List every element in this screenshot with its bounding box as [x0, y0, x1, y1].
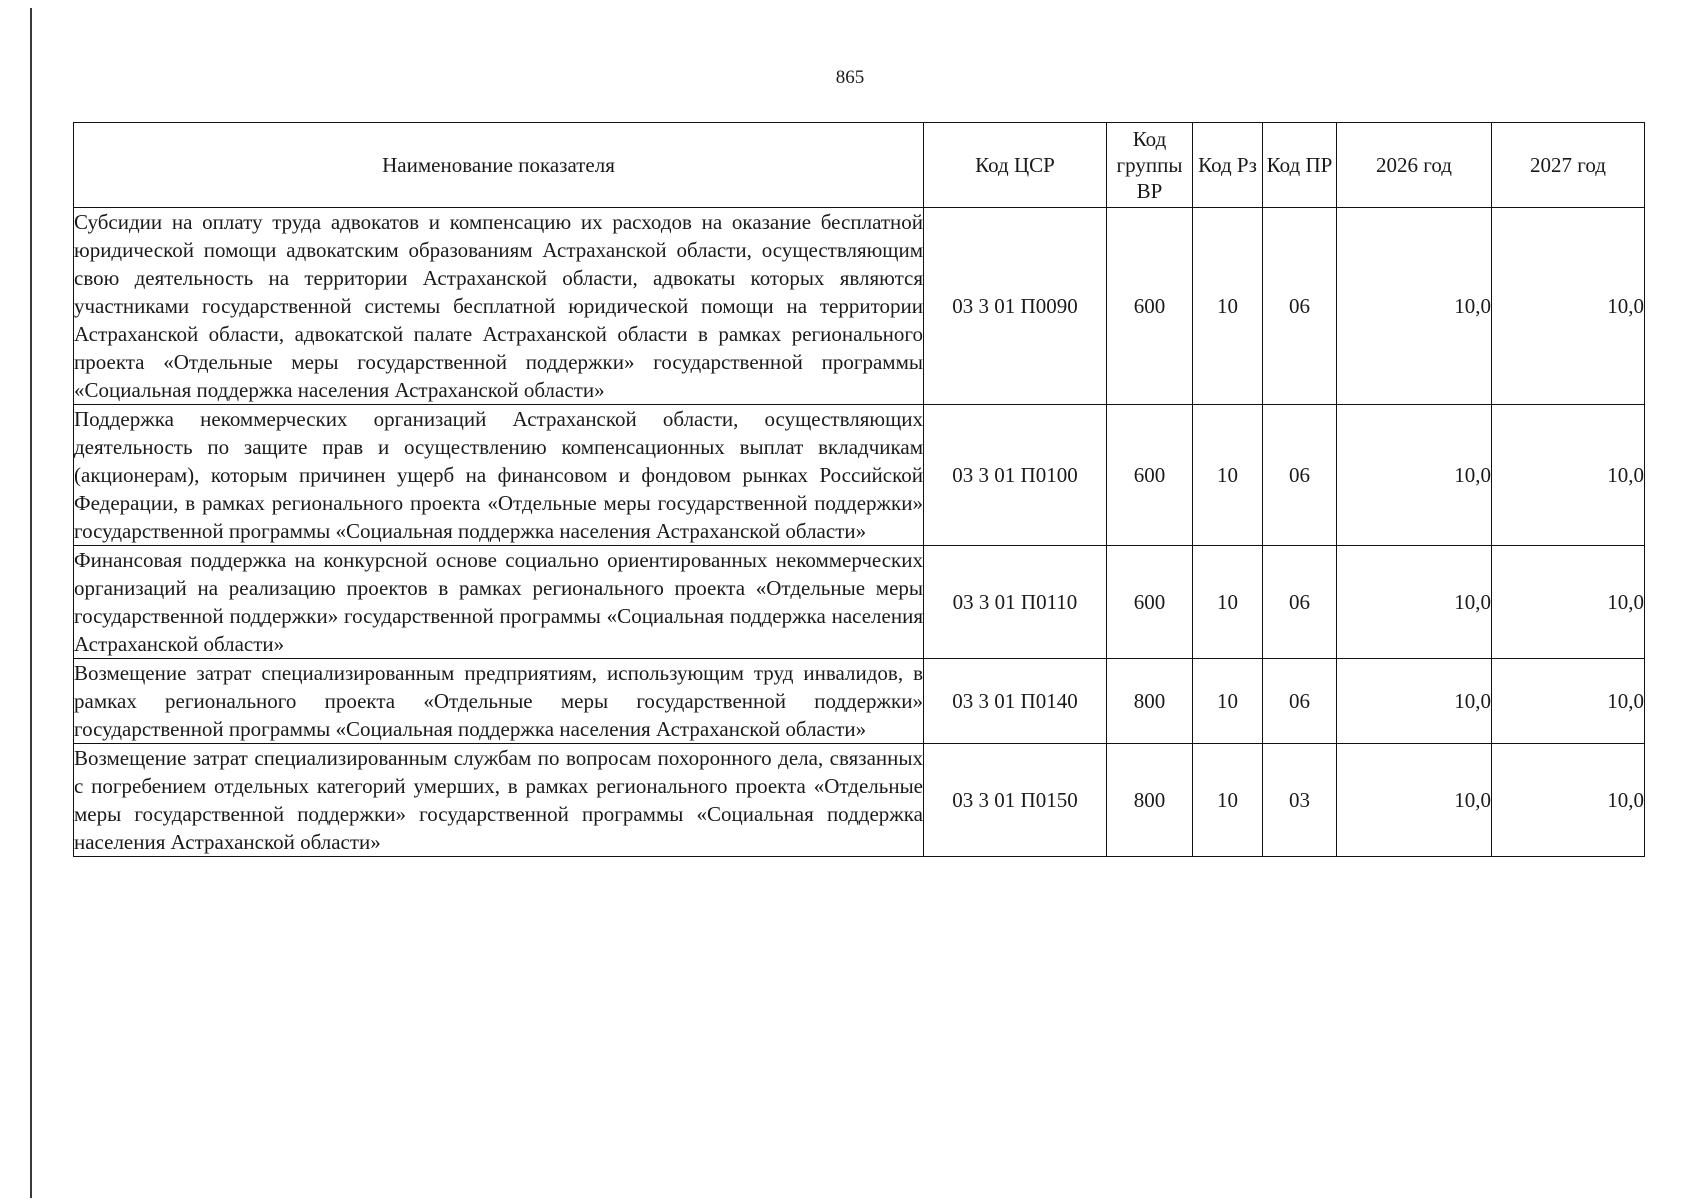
- row-2027: 10,0: [1492, 744, 1645, 857]
- row-name: Субсидии на оплату труда адвокатов и компенсацию их расходов на оказание бесплатной юридической помощи адвокатским образованиям Астраханской области, осуществляющим свою деятельность на территории Астраханской области, адвокаты которых являются участниками государственной системы бесплатной юридической помощи на территории Астраханской области, адвокатской палате Астраханской области в рамках регионального проекта «Отдельные меры государственной поддержки» государственной программы «Социальная поддержка населения Астраханской области»: [74, 208, 924, 405]
- row-2026: 10,0: [1337, 405, 1492, 546]
- header-csr: Код ЦСР: [924, 123, 1107, 208]
- row-pr: 06: [1263, 546, 1337, 659]
- row-vr: 600: [1107, 405, 1193, 546]
- row-rz: 10: [1193, 659, 1263, 744]
- table-header-row: [74, 123, 1645, 208]
- table-row: [74, 405, 1645, 546]
- row-name: Возмещение затрат специализированным предприятиям, использующим труд инвалидов, в рамках регионального проекта «Отдельные меры государственной поддержки» государственной программы «Социальная поддержка населения Астраханской области»: [74, 659, 924, 744]
- row-pr: 06: [1263, 659, 1337, 744]
- row-csr: 03 3 01 П0150: [924, 744, 1107, 857]
- header-rz: Код Рз: [1193, 123, 1263, 208]
- row-2027: 10,0: [1492, 208, 1645, 405]
- row-pr: 06: [1263, 208, 1337, 405]
- row-2027: 10,0: [1492, 405, 1645, 546]
- row-vr: 600: [1107, 208, 1193, 405]
- row-vr: 600: [1107, 546, 1193, 659]
- row-csr: 03 3 01 П0140: [924, 659, 1107, 744]
- row-name: Поддержка некоммерческих организаций Астраханской области, осуществляющих деятельность по защите прав и осуществлению компенсационных выплат вкладчикам (акционерам), которым причинен ущерб на финансовом и фондовом рынках Российской Федерации, в рамках регионального проекта «Отдельные меры государственной поддержки» государственной программы «Социальная поддержка населения Астраханской области»: [74, 405, 924, 546]
- row-2026: 10,0: [1337, 659, 1492, 744]
- row-csr: 03 3 01 П0090: [924, 208, 1107, 405]
- row-rz: 10: [1193, 208, 1263, 405]
- table-row: [74, 546, 1645, 659]
- table-row: [74, 208, 1645, 405]
- table-row: [74, 744, 1645, 857]
- budget-table-container: [73, 122, 1644, 857]
- header-name: Наименование показателя: [74, 123, 924, 208]
- budget-table: [73, 122, 1645, 857]
- row-name: Возмещение затрат специализированным службам по вопросам похоронного дела, связанных с погребением отдельных категорий умерших, в рамках регионального проекта «Отдельные меры государственной поддержки» государственной программы «Социальная поддержка населения Астраханской области»: [74, 744, 924, 857]
- row-rz: 10: [1193, 405, 1263, 546]
- header-vr: Код группы ВР: [1107, 123, 1193, 208]
- row-2026: 10,0: [1337, 744, 1492, 857]
- header-2026: 2026 год: [1337, 123, 1492, 208]
- row-2026: 10,0: [1337, 546, 1492, 659]
- row-rz: 10: [1193, 744, 1263, 857]
- row-name: Финансовая поддержка на конкурсной основе социально ориентированных некоммерческих организаций на реализацию проектов в рамках регионального проекта «Отдельные меры государственной поддержки» государственной программы «Социальная поддержка населения Астраханской области»: [74, 546, 924, 659]
- row-pr: 06: [1263, 405, 1337, 546]
- page-number: 865: [835, 67, 865, 88]
- row-vr: 800: [1107, 744, 1193, 857]
- row-2027: 10,0: [1492, 659, 1645, 744]
- header-2027: 2027 год: [1492, 123, 1645, 208]
- row-2026: 10,0: [1337, 208, 1492, 405]
- header-pr: Код ПР: [1263, 123, 1337, 208]
- row-pr: 03: [1263, 744, 1337, 857]
- table-row: [74, 659, 1645, 744]
- scan-edge-line: [30, 8, 32, 1198]
- row-csr: 03 3 01 П0100: [924, 405, 1107, 546]
- row-vr: 800: [1107, 659, 1193, 744]
- row-csr: 03 3 01 П0110: [924, 546, 1107, 659]
- row-rz: 10: [1193, 546, 1263, 659]
- row-2027: 10,0: [1492, 546, 1645, 659]
